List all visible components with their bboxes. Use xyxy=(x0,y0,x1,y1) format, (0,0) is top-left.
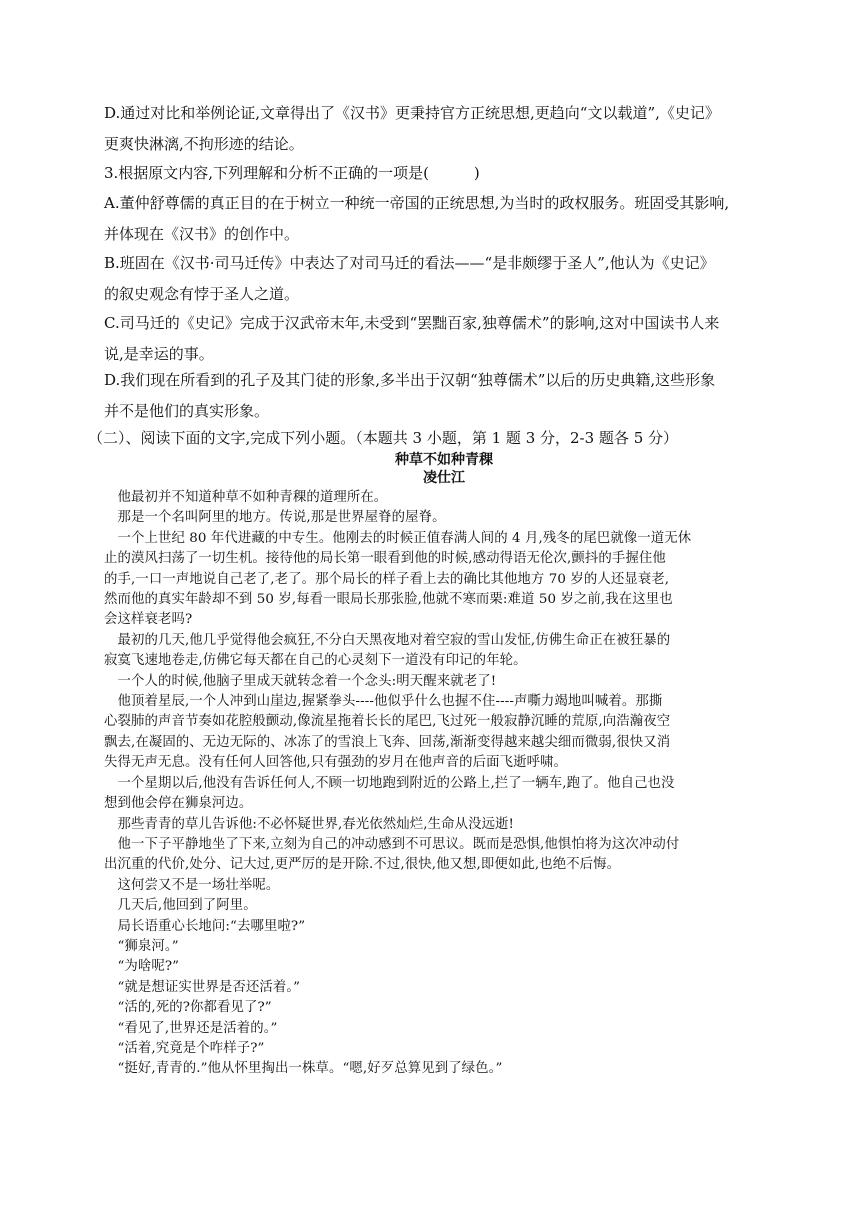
article-line: 最初的几天,他几乎觉得他会疯狂,不分白天黑夜地对着空寂的雪山发怔,仿佛生命正在被狂暴的 xyxy=(104,632,671,648)
article-line: “就是想证实世界是否还活着。” xyxy=(104,979,301,995)
article-line: 飘去,在凝固的、无边无际的、冰冻了的雪浪上飞奔、回荡,渐渐变得越来越尖细而微弱,很快又消 xyxy=(104,734,671,750)
section-heading: （二）、阅读下面的文字,完成下列小题。（本题共 3 小题，第 1 题 3 分，2-3 题各 5 分） xyxy=(88,429,679,447)
article-line: 这何尝又不是一场壮举呢。 xyxy=(104,877,280,893)
article-line: 一个星期以后,他没有告诉任何人,不顾一切地跑到附近的公路上,拦了一辆车,跑了。他自己也没 xyxy=(104,775,675,791)
article-line: 他最初并不知道种草不如种青稞的道理所在。 xyxy=(104,490,388,505)
article-line: 止的漠风扫荡了一切生机。接待他的局长第一眼看到他的时候,感动得语无伦次,颤抖的手握住他 xyxy=(104,551,666,567)
article-line: 心裂肺的声音节奏如花腔般颤动,像流星拖着长长的尾巴,飞过死一般寂静沉睡的荒原,向浩瀚夜空 xyxy=(104,714,671,730)
article-line: 失得无声无息。没有任何人回答他,只有强劲的岁月在他声音的后面飞逝呼啸。 xyxy=(104,755,568,771)
article-line: 寂寞飞速地卷走,仿佛它每天都在自己的心灵刻下一道没有印记的年轮。 xyxy=(104,653,527,669)
text-line: 更爽快淋漓,不拘形迹的结论。 xyxy=(104,135,304,153)
article-line: 几天后,他回到了阿里。 xyxy=(104,898,257,914)
question-3-stem xyxy=(104,158,784,189)
article-line: “看见了,世界还是活着的。” xyxy=(104,1020,278,1036)
question-stem: 3.根据原文内容,下列理解和分析不正确的一项是( ) xyxy=(104,164,480,182)
article-line: “狮泉河。” xyxy=(104,938,179,954)
text-line: D.我们现在所看到的孔子及其门徒的形象,多半出于汉朝“独尊儒术”以后的历史典籍,这些形象 xyxy=(104,371,716,389)
article-line: 出沉重的代价,处分、记大过,更严厉的是开除.不过,很快,他又想,即便如此,也绝不后悔。 xyxy=(104,857,621,873)
article-line: “活着,究竟是个咋样子?” xyxy=(104,1040,265,1056)
text-line: A.董仲舒尊儒的真正目的在于树立一种统一帝国的正统思想,为当时的政权服务。班固受其影响, xyxy=(104,194,730,212)
article-line: 那些青青的草儿告诉他:不必怀疑世界,春光依然灿烂,生命从没远逝! xyxy=(104,816,515,832)
article-line: 他顶着星辰,一个人冲到山崖边,握紧拳头----他似乎什么也握不住----声嘶力竭地叫喊着。那撕 xyxy=(104,694,663,710)
text-line: 说,是幸运的事。 xyxy=(104,345,214,363)
article-line: 的手,一口一声地说自己老了,老了。那个局长的样子看上去的确比其他地方 70 岁的人还显衰老, xyxy=(104,571,670,587)
article-line: “挺好,青青的.”他从怀里掏出一株草。“嗯,好歹总算见到了绿色。” xyxy=(104,1061,503,1077)
article-author: 凌仕江 xyxy=(423,470,465,486)
article-line: 想到他会停在狮泉河边。 xyxy=(104,796,253,812)
question-3-option-b xyxy=(104,248,784,310)
text-line: C.司马迁的《史记》完成于汉武帝末年,未受到“罢黜百家,独尊儒术”的影响,这对中国读书人来 xyxy=(104,314,720,332)
article-line: 一个人的时候,他脑子里成天就转念着一个念头:明天醒来就老了! xyxy=(104,673,497,689)
article-line: 那是一个名叫阿里的地方。传说,那是世界屋脊的屋脊。 xyxy=(104,510,446,526)
article-line: “活的,死的?你都看见了?” xyxy=(104,1000,272,1016)
article-line: 然而他的真实年龄却不到 50 岁,每看一眼局长那张脸,他就不寒而栗:难道 50 岁之前,我在这里也 xyxy=(104,592,673,608)
article-title: 种草不如种青稞 xyxy=(395,452,493,468)
question-2-option-d xyxy=(104,98,784,160)
article-body xyxy=(104,488,784,1080)
question-3-option-d xyxy=(104,365,784,427)
article-line: 局长语重心长地问:“去哪里啦?” xyxy=(104,918,306,934)
text-line: D.通过对比和举例论证,文章得出了《汉书》更秉持官方正统思想,更趋向“文以载道”,《史记》 xyxy=(104,104,720,122)
article-line: 一个上世纪 80 年代进藏的中专生。他刚去的时候正值春满人间的 4 月,残冬的尾巴就像一道无休 xyxy=(104,530,692,546)
question-3-option-a xyxy=(104,188,784,250)
question-3-option-c xyxy=(104,308,784,370)
article-line: 会这样衰老吗? xyxy=(104,612,193,628)
text-line: 的叙史观念有悖于圣人之道。 xyxy=(104,285,300,303)
article-line: “为啥呢?” xyxy=(104,959,180,975)
article-line: 他一下子平静地坐了下来,立刻为自己的冲动感到不可思议。既而是恐惧,他惧怕将为这次冲动付 xyxy=(104,836,680,852)
text-line: 并不是他们的真实形象。 xyxy=(104,402,270,420)
text-line: B.班固在《汉书·司马迁传》中表达了对司马迁的看法——“是非颇缪于圣人”,他认为《史记》 xyxy=(104,254,715,272)
text-line: 并体现在《汉书》的创作中。 xyxy=(104,225,300,243)
